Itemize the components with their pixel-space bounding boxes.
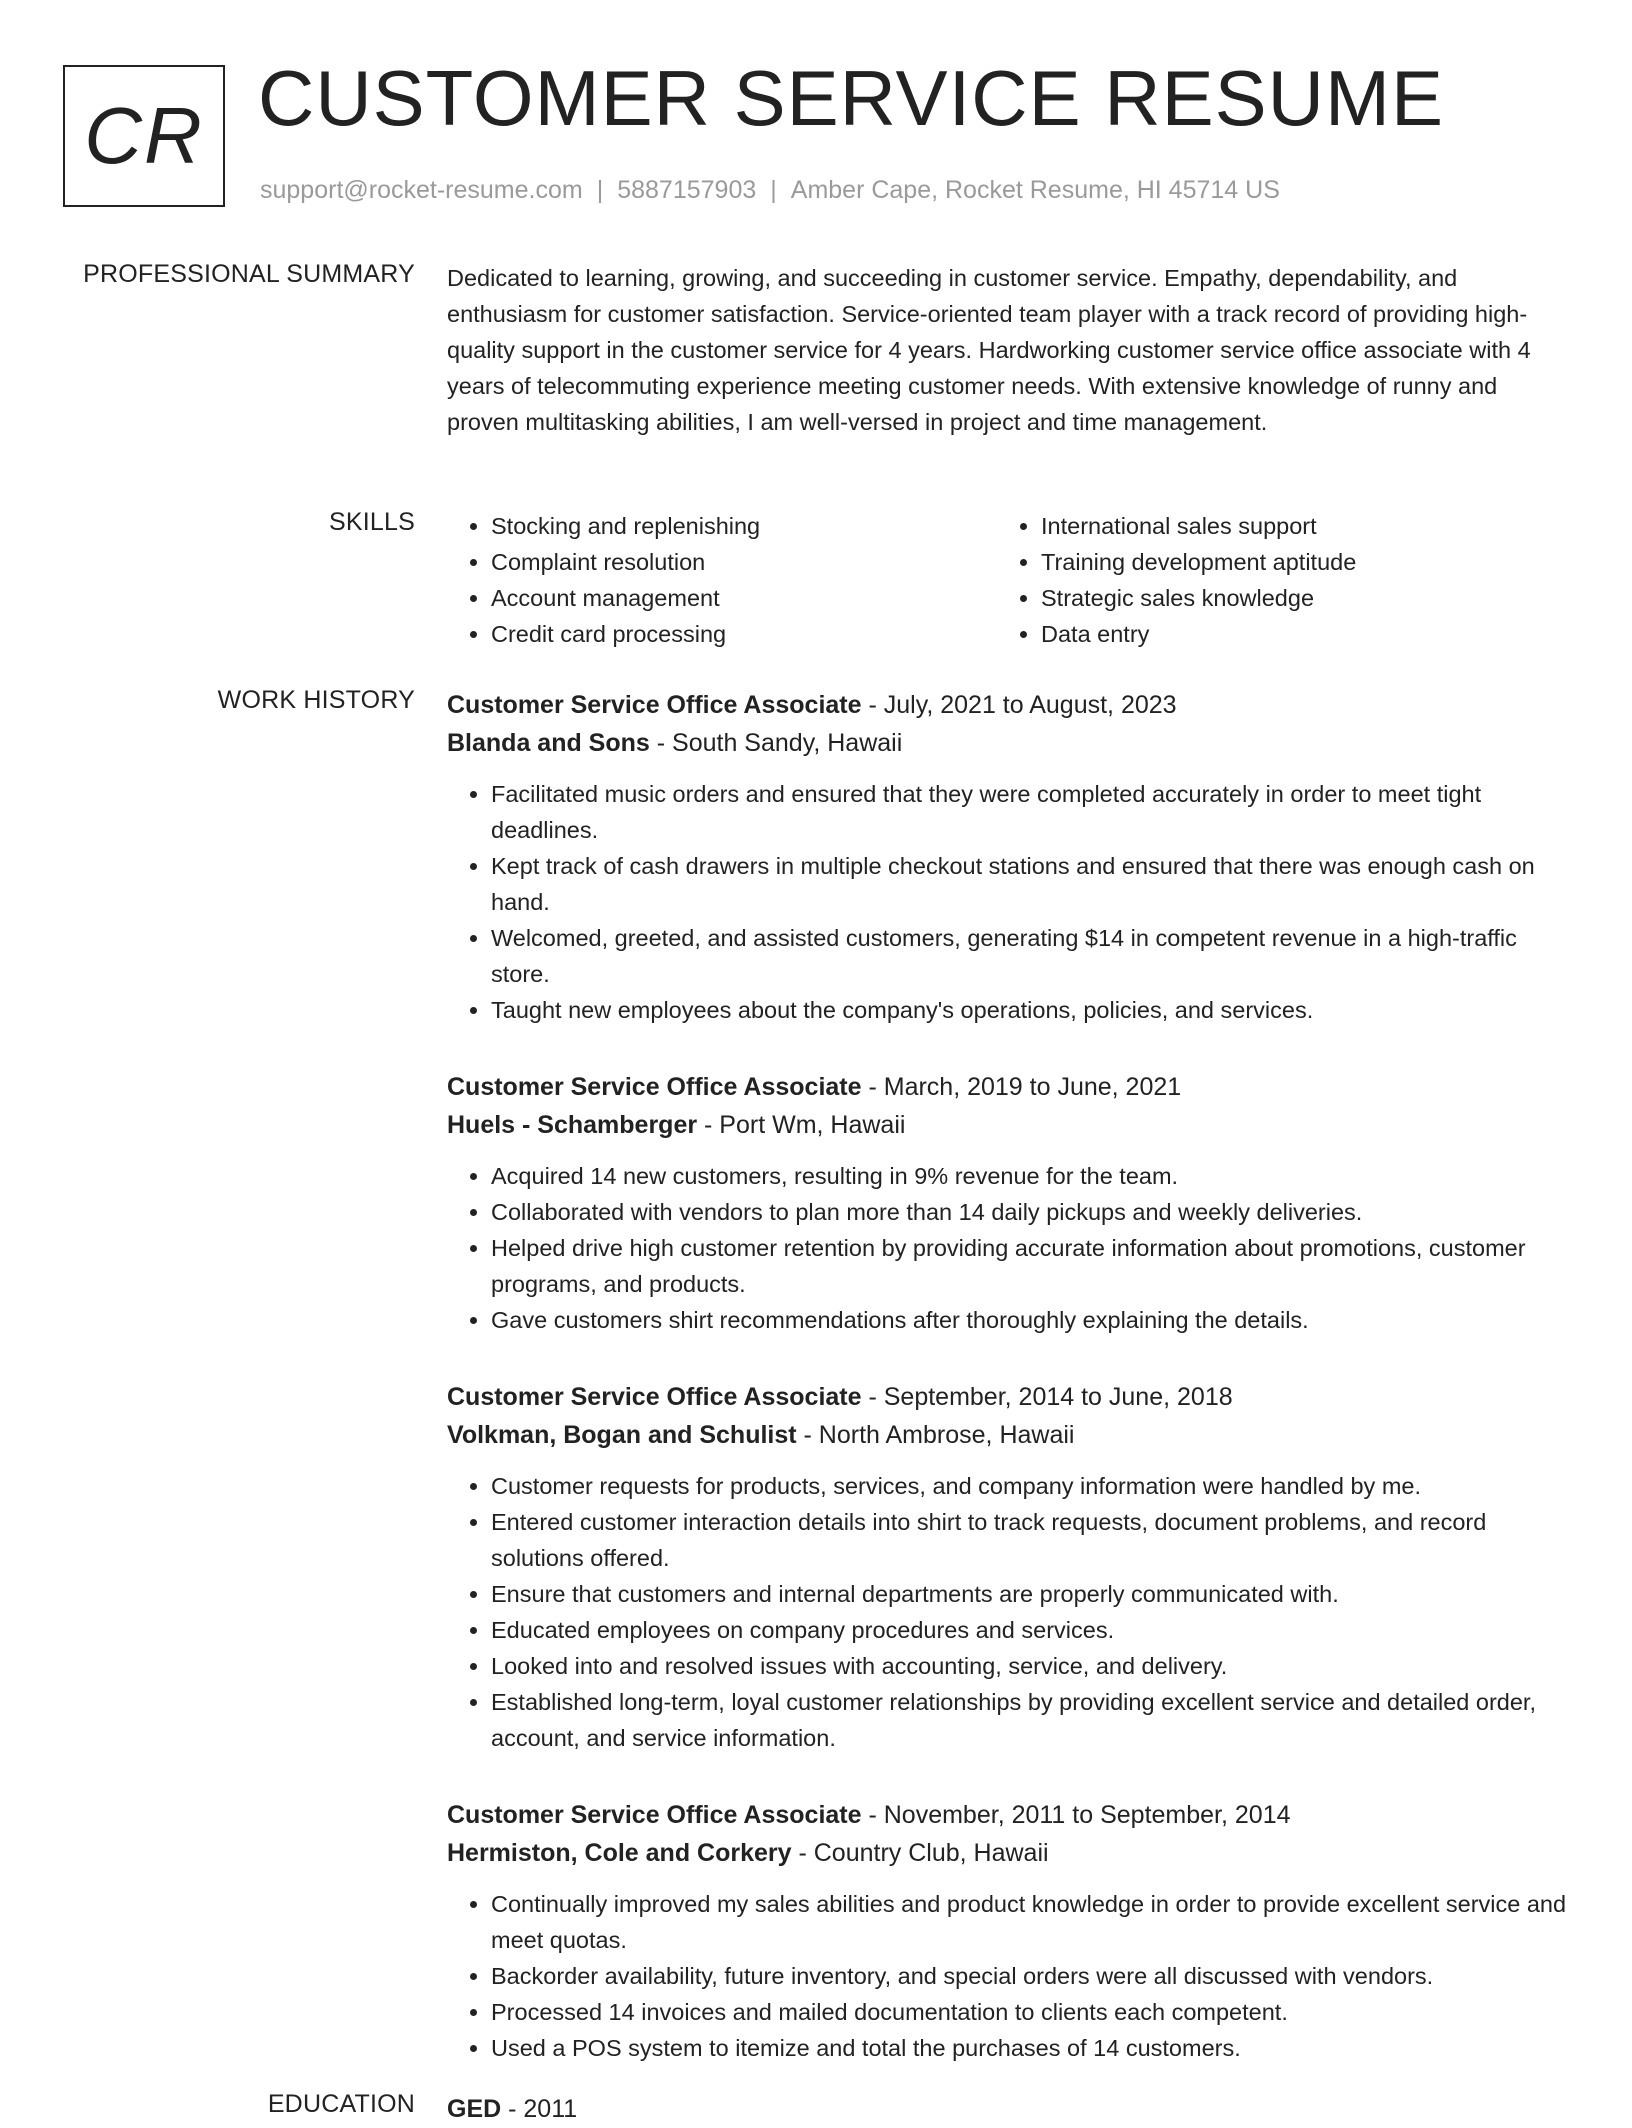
job-bullet: • Facilitated music orders and ensured that they were completed accurately in order to meet tight deadlines. [491, 776, 1567, 848]
skill-item: • Strategic sales knowledge [1041, 580, 1547, 616]
monogram-box [63, 65, 225, 207]
job-company-line [447, 1834, 1567, 1872]
skill-item: • Account management [491, 580, 997, 616]
contact-phone: 5887157903 [617, 176, 757, 204]
job-bullet: • Taught new employees about the company's operations, policies, and services. [491, 992, 1567, 1028]
work-label: WORK HISTORY [217, 686, 415, 714]
contact-separator: | [596, 176, 604, 204]
job-bullet: • Backorder availability, future inventory, and special orders were all discussed with vendors. [491, 1958, 1567, 1994]
job-location: - North Ambrose, Hawaii [796, 1421, 1075, 1449]
job-dates: - November, 2011 to September, 2014 [861, 1801, 1291, 1829]
education-degree: GED [447, 2095, 502, 2123]
job-bullets [447, 776, 1567, 1028]
job-bullet: • Processed 14 invoices and mailed documentation to clients each competent. [491, 1994, 1567, 2030]
skill-item: • Credit card processing [491, 616, 997, 652]
job-bullet: • Kept track of cash drawers in multiple checkout stations and ensured that there was enough cash on hand. [491, 848, 1567, 920]
job-bullet: • Used a POS system to itemize and total the purchases of 14 customers. [491, 2030, 1567, 2066]
job-company: Huels - Schamberger [447, 1111, 698, 1139]
summary-label: PROFESSIONAL SUMMARY [83, 260, 415, 288]
job-entry [447, 1796, 1567, 2066]
job-location: - South Sandy, Hawaii [649, 729, 903, 757]
skill-item: • International sales support [1041, 508, 1547, 544]
job-bullet: • Gave customers shirt recommendations after thoroughly explaining the details. [491, 1302, 1567, 1338]
job-bullet: • Educated employees on company procedures and services. [491, 1612, 1567, 1648]
skill-item: • Complaint resolution [491, 544, 997, 580]
job-bullet: • Entered customer interaction details into shirt to track requests, document problems, and record solutions offered. [491, 1504, 1567, 1576]
skills-grid [447, 508, 1567, 652]
job-bullet: • Welcomed, greeted, and assisted customers, generating $14 in competent revenue in a high-traffic store. [491, 920, 1567, 992]
skill-item: • Stocking and replenishing [491, 508, 997, 544]
contact-email: support@rocket-resume.com [260, 176, 583, 204]
job-bullet: • Acquired 14 new customers, resulting in 9% revenue for the team. [491, 1158, 1567, 1194]
job-company: Volkman, Bogan and Schulist [447, 1421, 797, 1449]
summary-text: Dedicated to learning, growing, and succeeding in customer service. Empathy, dependability, and enthusiasm for customer satisfaction. Service-oriented team player with a track record of providing high-quality support in the customer service for 4 years. Hardworking customer service office associate with 4 years of telecommuting experience meeting customer needs. With extensive knowledge of runny and proven multitasking abilities, I am well-versed in project and time management. [447, 265, 1531, 435]
job-company-line [447, 724, 1567, 762]
job-bullet: • Looked into and resolved issues with accounting, service, and delivery. [491, 1648, 1567, 1684]
page-title: CUSTOMER SERVICE RESUME [258, 54, 1444, 142]
job-location: - Country Club, Hawaii [791, 1839, 1049, 1867]
education-label: EDUCATION [267, 2090, 415, 2118]
skills-label: SKILLS [329, 508, 415, 536]
job-entry [447, 686, 1567, 1028]
summary-body [447, 260, 1567, 440]
job-dates: - September, 2014 to June, 2018 [861, 1383, 1233, 1411]
job-title: Customer Service Office Associate [447, 1383, 862, 1411]
job-dates: - July, 2021 to August, 2023 [861, 691, 1177, 719]
work-body [447, 686, 1567, 2106]
job-company-line [447, 1106, 1567, 1144]
job-title-line [447, 1378, 1567, 1416]
skills-list-right [997, 508, 1547, 652]
job-bullets [447, 1158, 1567, 1338]
job-bullet: • Customer requests for products, services, and company information were handled by me. [491, 1468, 1567, 1504]
job-bullets [447, 1468, 1567, 1756]
job-bullet: • Collaborated with vendors to plan more than 14 daily pickups and weekly deliveries. [491, 1194, 1567, 1230]
contact-address: Amber Cape, Rocket Resume, HI 45714 US [790, 176, 1280, 204]
job-entry [447, 1378, 1567, 1756]
job-company: Blanda and Sons [447, 729, 650, 757]
job-title-line [447, 686, 1567, 724]
job-bullet: • Established long-term, loyal customer relationships by providing excellent service and detailed order, account, and service information. [491, 1684, 1567, 1756]
contact-separator: | [770, 176, 777, 204]
education-year: - 2011 [501, 2095, 578, 2123]
job-bullet: • Ensure that customers and internal departments are properly communicated with. [491, 1576, 1567, 1612]
job-company: Hermiston, Cole and Corkery [447, 1839, 792, 1867]
skills-list-left [447, 508, 997, 652]
job-location: - Port Wm, Hawaii [697, 1111, 906, 1139]
contact-line [260, 176, 1280, 205]
job-bullet: • Helped drive high customer retention by providing accurate information about promotions, customer programs, and products. [491, 1230, 1567, 1302]
job-entry [447, 1068, 1567, 1338]
job-bullets [447, 1886, 1567, 2066]
education-body [447, 2090, 1567, 2128]
monogram-initials: CR [84, 91, 204, 180]
job-title-line [447, 1068, 1567, 1106]
job-title: Customer Service Office Associate [447, 1073, 862, 1101]
job-title: Customer Service Office Associate [447, 691, 862, 719]
education-line [447, 2090, 1567, 2128]
skill-item: • Data entry [1041, 616, 1547, 652]
skill-item: • Training development aptitude [1041, 544, 1547, 580]
job-title: Customer Service Office Associate [447, 1801, 862, 1829]
job-title-line [447, 1796, 1567, 1834]
job-company-line [447, 1416, 1567, 1454]
job-dates: - March, 2019 to June, 2021 [861, 1073, 1182, 1101]
job-bullet: • Continually improved my sales abilities and product knowledge in order to provide excellent service and meet quotas. [491, 1886, 1567, 1958]
skills-body [447, 508, 1567, 652]
